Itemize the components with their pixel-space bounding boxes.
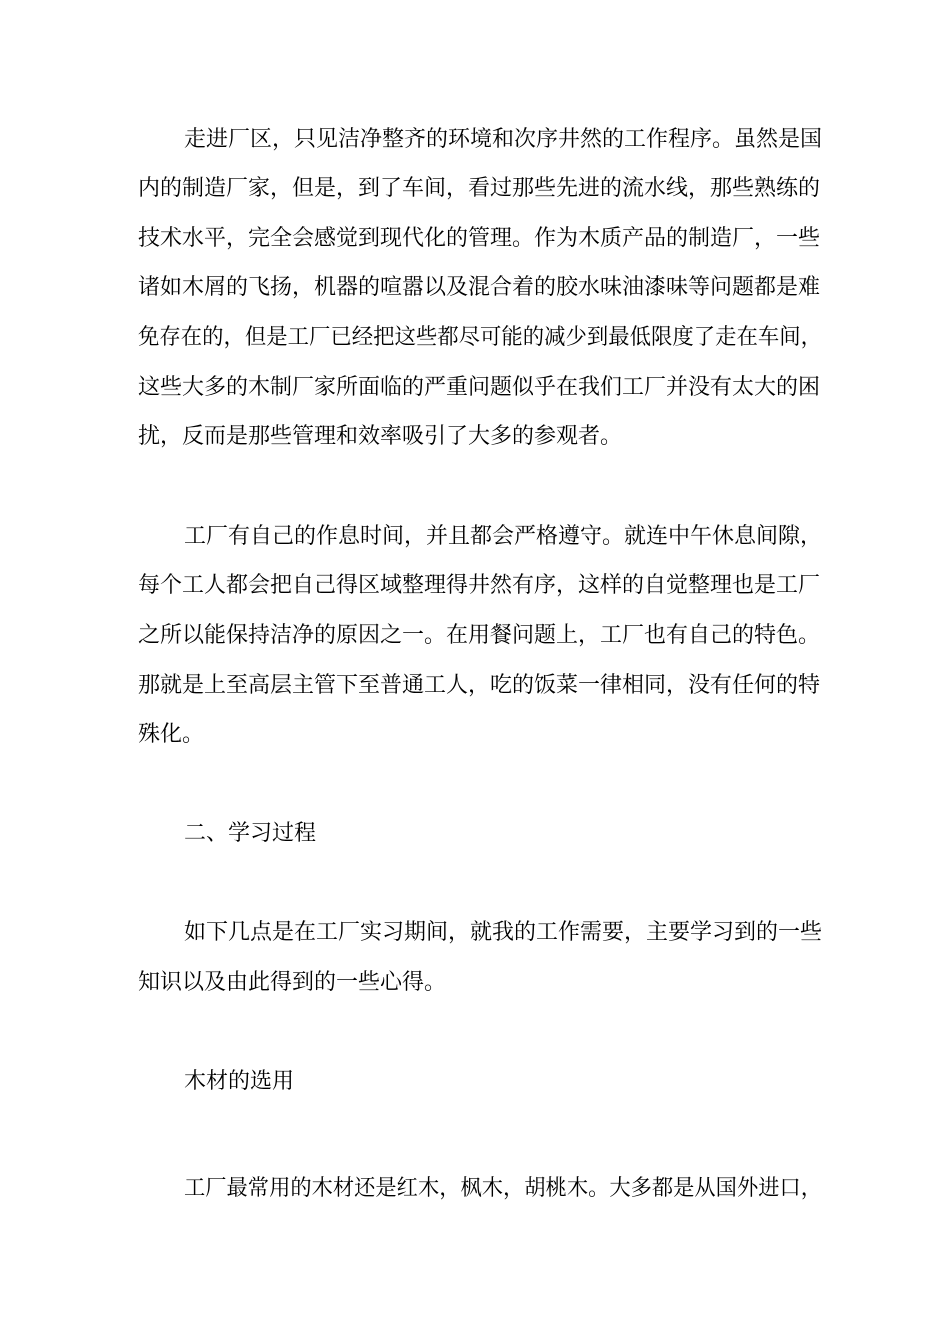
section-heading: 二、学习过程 bbox=[184, 821, 317, 846]
text-line: 殊化。 bbox=[138, 722, 205, 747]
text-line: 免存在的，但是工厂已经把这些都尽可能的减少到最低限度了走在车间， bbox=[138, 325, 823, 350]
text-line: 扰，反而是那些管理和效率吸引了大多的参观者。 bbox=[138, 424, 623, 449]
text-line: 这些大多的木制厂家所面临的严重问题似乎在我们工厂并没有太大的困 bbox=[138, 375, 821, 400]
subsection-heading: 木材的选用 bbox=[184, 1069, 295, 1094]
text-line: 技术水平，完全会感觉到现代化的管理。作为木质产品的制造厂，一些 bbox=[138, 226, 821, 251]
text-line: 如下几点是在工厂实习期间，就我的工作需要，主要学习到的一些 bbox=[184, 920, 823, 945]
text-line: 内的制造厂家，但是，到了车间，看过那些先进的流水线，那些熟练的 bbox=[138, 176, 821, 201]
text-line: 每个工人都会把自己得区域整理得井然有序，这样的自觉整理也是工厂 bbox=[138, 573, 821, 598]
text-line: 之所以能保持洁净的原因之一。在用餐问题上，工厂也有自己的特色。 bbox=[138, 623, 821, 648]
text-line: 走进厂区，只见洁净整齐的环境和次序井然的工作程序。虽然是国 bbox=[184, 127, 823, 152]
text-line: 诸如木屑的飞扬，机器的喧嚣以及混合着的胶水味油漆味等问题都是难 bbox=[138, 275, 821, 300]
text-line: 知识以及由此得到的一些心得。 bbox=[138, 970, 447, 995]
text-line: 那就是上至高层主管下至普通工人，吃的饭菜一律相同，没有任何的特 bbox=[138, 673, 821, 698]
text-line: 工厂最常用的木材还是红木，枫木，胡桃木。大多都是从国外进口， bbox=[184, 1176, 823, 1201]
text-line: 工厂有自己的作息时间，并且都会严格遵守。就连中午休息间隙， bbox=[184, 524, 823, 549]
